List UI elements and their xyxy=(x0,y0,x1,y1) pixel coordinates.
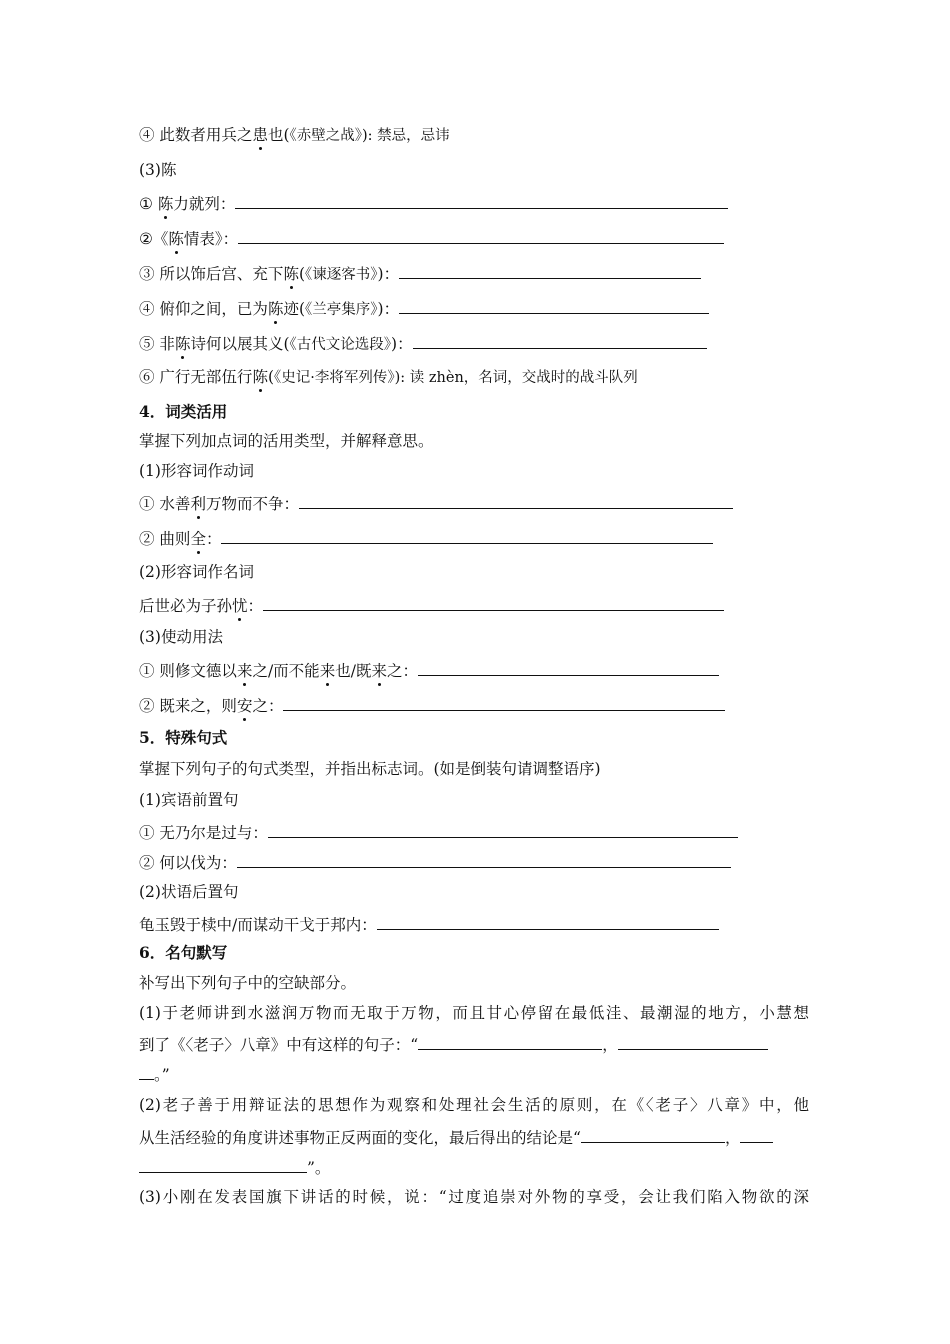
answer-blank[interactable] xyxy=(283,694,725,711)
answer-blank[interactable] xyxy=(263,594,724,611)
answer-blank[interactable] xyxy=(139,1156,307,1173)
answer-blank[interactable] xyxy=(418,659,719,676)
chen-item-2: ②《陈情表》： xyxy=(139,227,724,249)
answer-blank[interactable] xyxy=(399,262,701,279)
section-4-instruction: 掌握下列加点词的活用类型，并解释意思。 xyxy=(139,432,434,450)
chen-item-5: ⑤ 非陈诗何以展其义(《古代文论选段》)： xyxy=(139,332,707,355)
adj-noun-item: 后世必为子孙忧： xyxy=(139,594,724,616)
object-fronting-item-1: ① 无乃尔是过与： xyxy=(139,821,738,843)
chen-item-1: ① 陈力就列： xyxy=(139,192,728,214)
chen-item-huan: ④ 此数者用兵之患也(《赤壁之战》): 禁忌，忌讳 xyxy=(139,126,450,144)
answer-blank[interactable] xyxy=(299,492,733,509)
answer-blank[interactable] xyxy=(235,192,728,209)
adj-verb-item-2: ② 曲则全： xyxy=(139,527,713,549)
subheading-adverbial-postposition: (2)状语后置句 xyxy=(139,883,239,901)
subheading-object-fronting: (1)宾语前置句 xyxy=(139,791,239,809)
question-3-line-1: (3)小刚在发表国旗下讲话的时候，说：“过度追崇对外物的享受，会让我们陷入物欲的深 xyxy=(139,1188,809,1206)
answer-blank[interactable] xyxy=(139,1063,154,1080)
subheading-causative: (3)使动用法 xyxy=(139,628,223,646)
section-6-instruction: 补写出下列句子中的空缺部分。 xyxy=(139,974,357,992)
object-fronting-item-2: ② 何以伐为： xyxy=(139,851,731,873)
chen-item-6: ⑥ 广行无部伍行陈(《史记·李将军列传》): 读 zhèn，名词，交战时的战斗队列 xyxy=(139,368,638,386)
subheading-adj-verb: (1)形容词作动词 xyxy=(139,462,254,480)
answer-blank[interactable] xyxy=(268,821,738,838)
answer-blank[interactable] xyxy=(581,1126,725,1143)
answer-blank[interactable] xyxy=(413,332,707,349)
answer-blank[interactable] xyxy=(740,1126,773,1143)
answer-blank[interactable] xyxy=(399,297,709,314)
answer-blank[interactable] xyxy=(618,1033,768,1050)
adj-verb-item-1: ① 水善利万物而不争： xyxy=(139,492,733,514)
answer-blank[interactable] xyxy=(418,1033,602,1050)
answer-blank[interactable] xyxy=(238,227,724,244)
question-1-line-2: 到了《〈老子〉八章》中有这样的句子：“ ， xyxy=(139,1033,768,1055)
causative-item-1: ① 则修文德以来之/而不能来也/既来之： xyxy=(139,659,719,681)
chen-item-4: ④ 俯仰之间，已为陈迹(《兰亭集序》)： xyxy=(139,297,709,320)
answer-blank[interactable] xyxy=(237,851,731,868)
question-1-line-1: (1)于老师讲到水滋润万物而无取于万物，而且甘心停留在最低洼、最潮湿的地方，小慧想 xyxy=(139,1004,809,1022)
causative-item-2: ② 既来之，则安之： xyxy=(139,694,725,716)
section-heading-4: 4．词类活用 xyxy=(139,402,228,421)
section-5-instruction: 掌握下列句子的句式类型，并指出标志词。(如是倒装句请调整语序) xyxy=(139,760,601,778)
question-2-line-2: 从生活经验的角度讲述事物正反两面的变化，最后得出的结论是“ ， xyxy=(139,1126,773,1148)
answer-blank[interactable] xyxy=(221,527,713,544)
subheading-chen: (3)陈 xyxy=(139,161,177,179)
section-heading-6: 6．名句默写 xyxy=(139,943,228,962)
question-2-line-1: (2)老子善于用辩证法的思想作为观察和处理社会生活的原则，在《〈老子〉八章》中，他 xyxy=(139,1096,809,1114)
chen-item-3: ③ 所以饰后宫、充下陈(《谏逐客书》)： xyxy=(139,262,701,285)
section-heading-5: 5．特殊句式 xyxy=(139,728,228,747)
answer-blank[interactable] xyxy=(377,913,719,930)
question-2-line-3: ”。 xyxy=(139,1156,330,1178)
question-1-line-3: 。” xyxy=(139,1063,170,1085)
subheading-adj-noun: (2)形容词作名词 xyxy=(139,563,254,581)
adverbial-postposition-item: 龟玉毁于椟中/而谋动干戈于邦内： xyxy=(139,913,719,935)
